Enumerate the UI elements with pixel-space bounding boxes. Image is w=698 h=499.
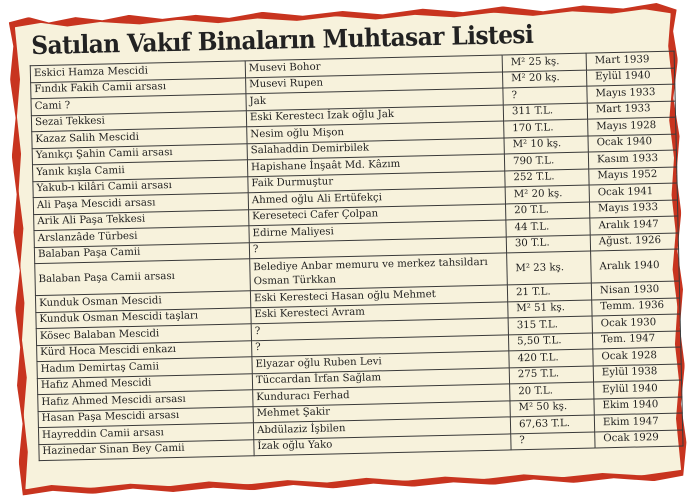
- date-cell: Mayıs 1952: [589, 167, 677, 185]
- price-cell: 20 T.L.: [510, 382, 594, 400]
- date-cell: Mayıs 1933: [587, 84, 675, 102]
- buyer-name-cell: İzak oğlu Yako: [254, 433, 511, 455]
- buyer-name-cell: Musevi Rupen: [246, 71, 503, 93]
- document-title: Satılan Vakıf Binaların Muhtasar Listesi: [30, 19, 534, 61]
- buyer-name-cell: Ahmed oğlu Ali Ertüfekçi: [248, 187, 505, 209]
- buyer-name-cell: Jak: [246, 88, 503, 110]
- price-cell: M² 10 kş.: [504, 136, 588, 154]
- building-name-cell: Hafız Ahmed Mescidi arsası: [38, 390, 253, 411]
- date-cell: Mart 1933: [587, 101, 675, 119]
- price-cell: 30 T.L.: [506, 235, 590, 253]
- buyer-name-cell: Mehmet Şakir: [253, 400, 510, 422]
- price-cell: 170 T.L.: [504, 119, 588, 137]
- date-cell: Eylül 1938: [593, 364, 681, 382]
- buyer-name-cell: Belediye Anbar memuru ve merkez tahsildarı Osman Türkkan: [250, 253, 508, 291]
- price-cell: 21 T.L.: [507, 283, 591, 301]
- date-cell: Ocak 1930: [592, 314, 680, 332]
- building-name-cell: Yanıkçı Şahin Camii arsası: [32, 143, 247, 164]
- buyer-name-cell: Tüccardan İrfan Sağlam: [252, 367, 509, 389]
- building-name-cell: Yakub-ı kilâri Camii arsası: [33, 176, 248, 197]
- price-cell: M² 51 kş.: [508, 300, 592, 318]
- price-cell: 252 T.L.: [505, 169, 589, 187]
- building-name-cell: Kürd Hoca Mescidi enkazı: [37, 340, 252, 361]
- date-cell: Mayıs 1933: [589, 200, 677, 218]
- building-name-cell: Hasan Paşa Mescidi arsası: [38, 406, 253, 427]
- date-cell: Kasım 1933: [588, 150, 676, 168]
- price-cell: ?: [511, 431, 595, 449]
- date-cell: Ağust. 1926: [590, 233, 678, 251]
- price-cell: 67,63 T.L.: [510, 415, 594, 433]
- building-name-cell: Kösec Balaban Mescidi: [36, 324, 251, 345]
- date-cell: Ekim 1940: [594, 397, 682, 415]
- building-name-cell: Kunduk Osman Mescidi taşları: [36, 307, 251, 328]
- building-name-cell: Hafız Ahmed Mescidi: [37, 373, 252, 394]
- date-cell: Eylül 1940: [586, 68, 674, 86]
- document-content: [25, 17, 675, 483]
- buyer-name-cell: Edirne Maliyesi: [249, 220, 506, 242]
- price-cell: M² 20 kş.: [505, 185, 589, 203]
- date-cell: Aralık 1947: [590, 216, 678, 234]
- date-cell: Eylül 1940: [594, 380, 682, 398]
- buyer-name-cell: Hapishane İnşaât Md. Kâzım: [247, 154, 504, 176]
- table-body: [30, 51, 683, 461]
- date-cell: Ocak 1928: [593, 347, 681, 365]
- building-name-cell: Kazaz Salih Mescidi: [32, 127, 247, 148]
- buyer-name-cell: Nesim oğlu Mişon: [247, 121, 504, 143]
- buyer-name-cell: Faik Durmuştur: [248, 170, 505, 192]
- building-name-cell: Arslanzâde Türbesi: [34, 226, 249, 247]
- date-cell: Ocak 1929: [595, 429, 683, 447]
- buyer-name-cell: Eski Keresteci Hasan oğlu Mehmet: [250, 285, 507, 307]
- building-name-cell: Fındık Fakih Camii arsası: [31, 77, 246, 98]
- date-cell: Ocak 1941: [589, 183, 677, 201]
- price-cell: 20 T.L.: [505, 202, 589, 220]
- date-cell: Aralık 1940: [591, 249, 680, 283]
- buyer-name-cell: Kunduracı Ferhad: [253, 384, 510, 406]
- price-cell: M² 20 kş.: [502, 70, 586, 88]
- date-cell: Tem. 1947: [592, 331, 680, 349]
- price-cell: 275 T.L.: [509, 366, 593, 384]
- price-cell: ?: [503, 86, 587, 104]
- buyer-name-cell: ?: [252, 334, 509, 356]
- price-cell: M² 50 kş.: [510, 399, 594, 417]
- sold-buildings-table: [30, 51, 684, 462]
- building-name-cell: Cami ?: [31, 94, 246, 115]
- building-name-cell: Hadım Demirtaş Camii: [37, 357, 252, 378]
- buyer-name-cell: ?: [249, 236, 506, 258]
- buyer-name-cell: Musevi Bohor: [245, 55, 502, 77]
- building-name-cell: Ali Paşa Mescidi arsası: [33, 193, 248, 214]
- building-name-cell: Hayreddin Camii arsası: [38, 423, 253, 444]
- building-name-cell: Sezai Tekkesi: [31, 110, 246, 131]
- buyer-name-cell: Salahaddin Demirbilek: [247, 137, 504, 159]
- price-cell: M² 23 kş.: [507, 251, 592, 285]
- building-name-cell: Arik Ali Paşa Tekkesi: [34, 209, 249, 230]
- building-name-cell: Yanık kışla Camii: [32, 160, 247, 181]
- date-cell: Mart 1939: [586, 51, 674, 69]
- buyer-name-cell: ?: [251, 318, 508, 340]
- price-cell: 311 T.L.: [503, 103, 587, 121]
- date-cell: Ocak 1940: [588, 134, 676, 152]
- date-cell: Temm. 1936: [592, 298, 680, 316]
- building-name-cell: Eskici Hamza Mescidi: [30, 61, 245, 82]
- buyer-name-cell: Kereseteci Cafer Çolpan: [249, 203, 506, 225]
- price-cell: 315 T.L.: [508, 316, 592, 334]
- buyer-name-cell: Eski Keresteci Avram: [251, 301, 508, 323]
- building-name-cell: Balaban Paşa Camii: [34, 242, 249, 263]
- buyer-name-cell: Abdülaziz İşbilen: [253, 417, 510, 439]
- building-name-cell: Kunduk Osman Mescidi: [35, 291, 250, 312]
- price-cell: 44 T.L.: [506, 218, 590, 236]
- date-cell: Mayıs 1928: [588, 117, 676, 135]
- date-cell: Ekim 1947: [594, 413, 682, 431]
- price-cell: 5,50 T.L.: [508, 333, 592, 351]
- price-cell: 790 T.L.: [504, 152, 588, 170]
- date-cell: Nisan 1930: [591, 281, 679, 299]
- price-cell: M² 25 kş.: [502, 53, 586, 71]
- buyer-name-cell: Eski Kerestecı İzak oğlu Jak: [246, 104, 503, 126]
- building-name-cell: Hazinedar Sinan Bey Camii: [39, 439, 254, 460]
- price-cell: 420 T.L.: [509, 349, 593, 367]
- buyer-name-cell: Elyazar oğlu Ruben Levi: [252, 351, 509, 373]
- building-name-cell: Balaban Paşa Camii arsası: [35, 259, 251, 296]
